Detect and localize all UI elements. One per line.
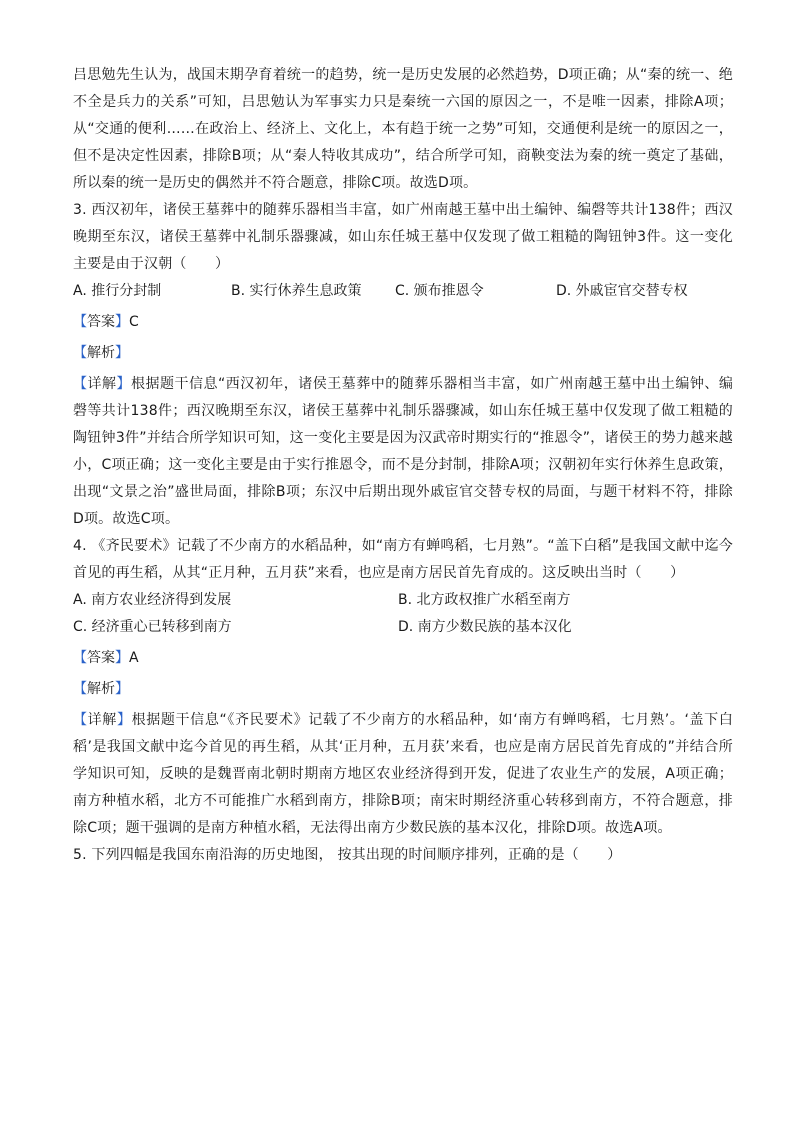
q4-analysis-heading: 【解析】 [73, 681, 129, 697]
q3-detail: 【详解】根据题干信息“西汉初年，诸侯王墓葬中的随葬乐器相当丰富，如广州南越王墓中出土编钟、编磬等共计138件；西汉晚期至东汉，诸侯王墓葬中礼制乐器骤减，如山东任城王墓中仅发现了做工粗糙的陶钮钟3件”并结合所学知识可知，这一变化主要是因为汉武帝时期实行的“推恩令”，诸侯王的势力越来越小，C项正确；这一变化主要是由于实行推恩令，而不是分封制，排除A项；汉朝初年实行休养生息政策，出现“文景之治”盛世局面，排除B项；东汉中后期出现外戚宦官交替专权的局面，与题干材料不符，排除D项。故选C项。 [73, 376, 734, 527]
detail-label: 详解 [87, 712, 117, 728]
q4-option-b[interactable]: B. 北方政权推广水稻至南方 [398, 592, 571, 608]
q3-answer-value: C [129, 314, 139, 330]
q4-option-c[interactable]: C. 经济重心已转移到南方 [73, 619, 232, 635]
q4-answer-value: A [129, 650, 139, 666]
answer-label: 答案 [87, 314, 115, 330]
q3-option-d[interactable]: D. 外戚宦官交替专权 [556, 283, 688, 299]
question-5-stem: 5. 下列四幅是我国东南沿海的历史地图， 按其出现的时间顺序排列，正确的是（ ） [73, 847, 622, 863]
analysis-label: 解析 [87, 345, 115, 361]
q4-answer: 【答案】 A [73, 645, 733, 672]
q3-detail-text: 根据题干信息“西汉初年，诸侯王墓葬中的随葬乐器相当丰富，如广州南越王墓中出土编钟、编磬等共计138件；西汉晚期至东汉，诸侯王墓葬中礼制乐器骤减，如山东任城王墓中仅发现了做工粗糙的陶钮钟3件”并结合所学知识可知，这一变化主要是因为汉武帝时期实行的“推恩令”，诸侯王的势力越来越小，C项正确；这一变化主要是由于实行推恩令，而不是分封制，排除A项；汉朝初年实行休养生息政策，出现“文景之治”盛世局面，排除B项；东汉中后期出现外戚宦官交替专权的局面，与题干材料不符，排除D项。故选C项。 [73, 376, 734, 527]
q3-option-c[interactable]: C. 颁布推恩令 [395, 283, 484, 299]
q3-option-b[interactable]: B. 实行休养生息政策 [231, 283, 362, 299]
analysis-label: 解析 [87, 681, 115, 697]
q4-option-a[interactable]: A. 南方农业经济得到发展 [73, 592, 232, 608]
question-3-stem: 3. 西汉初年，诸侯王墓葬中的随葬乐器相当丰富，如广州南越王墓中出土编钟、编磬等共计138件；西汉晚期至东汉，诸侯王墓葬中礼制乐器骤减，如山东任城王墓中仅发现了做工粗糙的陶钮钟3件。这一变化主要是由于汉朝（ ） [73, 202, 733, 272]
detail-label: 详解 [87, 376, 117, 392]
q3-option-a[interactable]: A. 推行分封制 [73, 283, 162, 299]
q4-detail: 【详解】根据题干信息“《齐民要术》记载了不少南方的水稻品种，如‘南方有蝉鸣稻，七月熟’。‘盖下白稻’是我国文献中迄今首见的再生稻，从其‘正月种，五月获’来看，也应是南方居民首先育成的”并结合所学知识可知，反映的是魏晋南北朝时期南方地区农业经济得到开发，促进了农业生产的发展，A项正确；南方种植水稻，北方不可能推广水稻到南方，排除B项；南宋时期经济重心转移到南方，不符合题意，排除C项；题干强调的是南方种植水稻，无法得出南方少数民族的基本汉化，排除D项。故选A项。 [73, 712, 734, 836]
q3-analysis-heading: 【解析】 [73, 345, 129, 361]
q4-detail-text: 根据题干信息“《齐民要术》记载了不少南方的水稻品种，如‘南方有蝉鸣稻，七月熟’。‘盖下白稻’是我国文献中迄今首见的再生稻，从其‘正月种，五月获’来看，也应是南方居民首先育成的”并结合所学知识可知，反映的是魏晋南北朝时期南方地区农业经济得到开发，促进了农业生产的发展，A项正确；南方种植水稻，北方不可能推广水稻到南方，排除B项；南宋时期经济重心转移到南方，不符合题意，排除C项；题干强调的是南方种植水稻，无法得出南方少数民族的基本汉化，排除D项。故选A项。 [73, 712, 734, 836]
answer-label: 答案 [87, 650, 115, 666]
question-4-options-row-1 [73, 587, 733, 614]
question-4-options-row-2 [73, 614, 733, 641]
previous-analysis-text: 吕思勉先生认为，战国末期孕育着统一的趋势，统一是历史发展的必然趋势，D项正确；从“秦的统一、绝不全是兵力的关系”可知，吕思勉认为军事实力只是秦统一六国的原因之一，不是唯一因素，排除A项；从“交通的便利……在政治上、经济上、文化上，本有趋于统一之势”可知，交通便利是统一的原因之一，但不是决定性因素，排除B项；从“秦人特收其成功”，结合所学可知，商鞅变法为秦的统一奠定了基础，所以秦的统一是历史的偶然并不符合题意，排除C项。故选D项。 [73, 67, 733, 191]
document-page [73, 62, 733, 869]
question-4-stem: 4. 《齐民要术》记载了不少南方的水稻品种，如“南方有蝉鸣稻，七月熟”。“盖下白稻”是我国文献中迄今首见的再生稻，从其“正月种，五月获”来看，也应是南方居民首先育成的。这反映出当时（ ） [73, 538, 733, 581]
q4-option-d[interactable]: D. 南方少数民族的基本汉化 [398, 619, 572, 635]
question-3-options [73, 278, 733, 305]
q3-answer: 【答案】 C [73, 309, 733, 336]
